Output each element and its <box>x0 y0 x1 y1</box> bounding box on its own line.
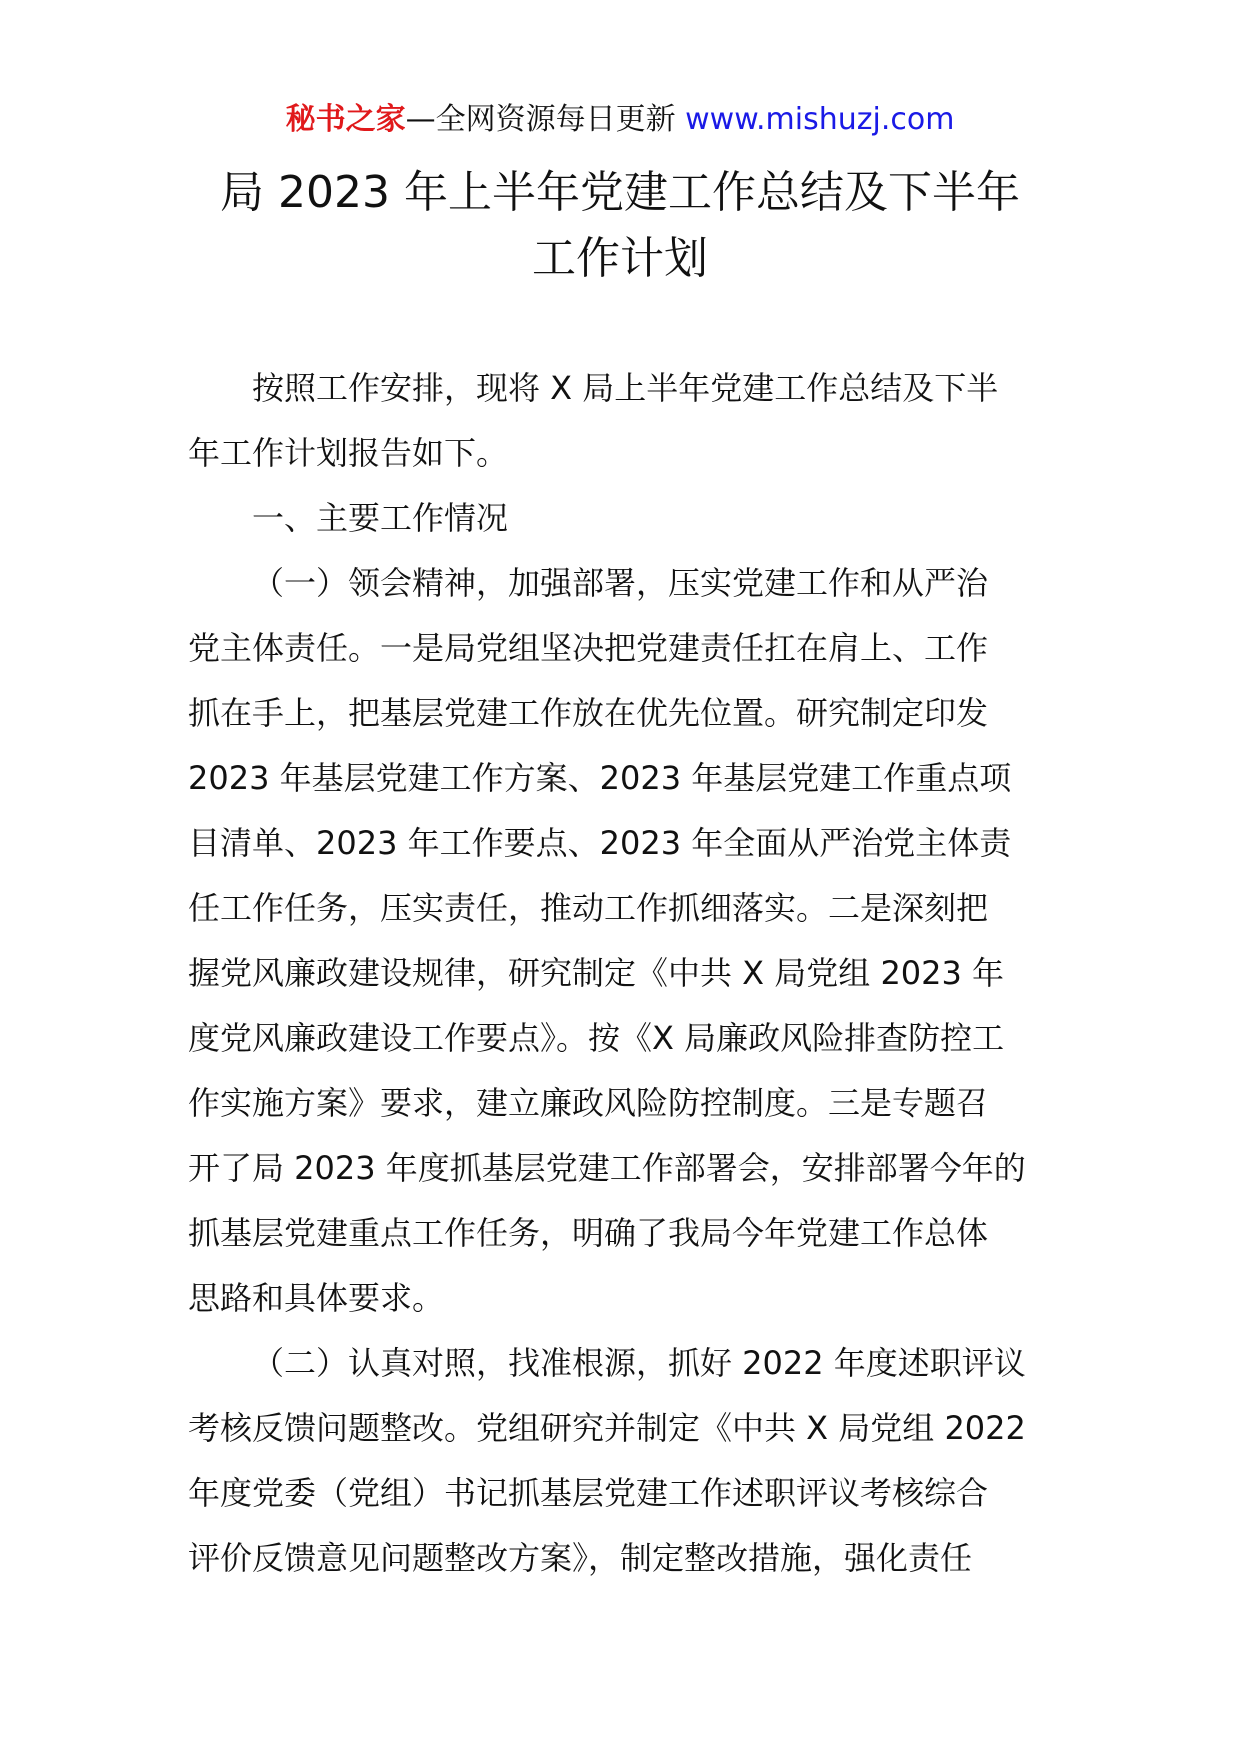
document-body <box>188 356 1054 1591</box>
body-line: 考核反馈问题整改。党组研究并制定《中共 X 局党组 2022 <box>188 1409 1026 1447</box>
body-line: 年工作计划报告如下。 <box>188 434 509 472</box>
document-title <box>0 160 1240 292</box>
body-line: 2023 年基层党建工作方案、2023 年基层党建工作重点项 <box>188 759 1012 797</box>
body-line: 开了局 2023 年度抓基层党建工作部署会，安排部署今年的 <box>188 1149 1026 1187</box>
body-line: 作实施方案》要求，建立廉政风险防控制度。三是专题召 <box>188 1084 989 1122</box>
body-line: 抓在手上，把基层党建工作放在优先位置。研究制定印发 <box>188 694 989 732</box>
site-url-link[interactable]: www.mishuzj.com <box>685 102 955 137</box>
section-heading: 一、主要工作情况 <box>252 499 509 537</box>
body-line: 任工作任务，压实责任，推动工作抓细落实。二是深刻把 <box>188 889 989 927</box>
title-line-2: 工作计划 <box>532 233 708 284</box>
body-line: 思路和具体要求。 <box>188 1279 445 1317</box>
body-line: 评价反馈意见问题整改方案》，制定整改措施，强化责任 <box>188 1539 973 1577</box>
site-header <box>0 100 1240 140</box>
brand-name: 秘书之家 <box>285 102 406 137</box>
subsection-heading: （一）领会精神，加强部署，压实党建工作和从严治 <box>252 564 989 602</box>
body-line: 按照工作安排，现将 X 局上半年党建工作总结及下半 <box>252 369 999 407</box>
body-line: 党主体责任。一是局党组坚决把党建责任扛在肩上、工作 <box>188 629 989 667</box>
header-tagline: —全网资源每日更新 <box>405 102 686 137</box>
body-line: 目清单、2023 年工作要点、2023 年全面从严治党主体责 <box>188 824 1012 862</box>
body-line: 抓基层党建重点工作任务，明确了我局今年党建工作总体 <box>188 1214 989 1252</box>
subsection-heading: （二）认真对照，找准根源，抓好 2022 年度述职评议 <box>252 1344 1026 1382</box>
body-line: 度党风廉政建设工作要点》。按《X 局廉政风险排查防控工 <box>188 1019 1005 1057</box>
title-line-1: 局 2023 年上半年党建工作总结及下半年 <box>220 167 1020 218</box>
body-line: 握党风廉政建设规律，研究制定《中共 X 局党组 2023 年 <box>188 954 1005 992</box>
body-line: 年度党委（党组）书记抓基层党建工作述职评议考核综合 <box>188 1474 989 1512</box>
